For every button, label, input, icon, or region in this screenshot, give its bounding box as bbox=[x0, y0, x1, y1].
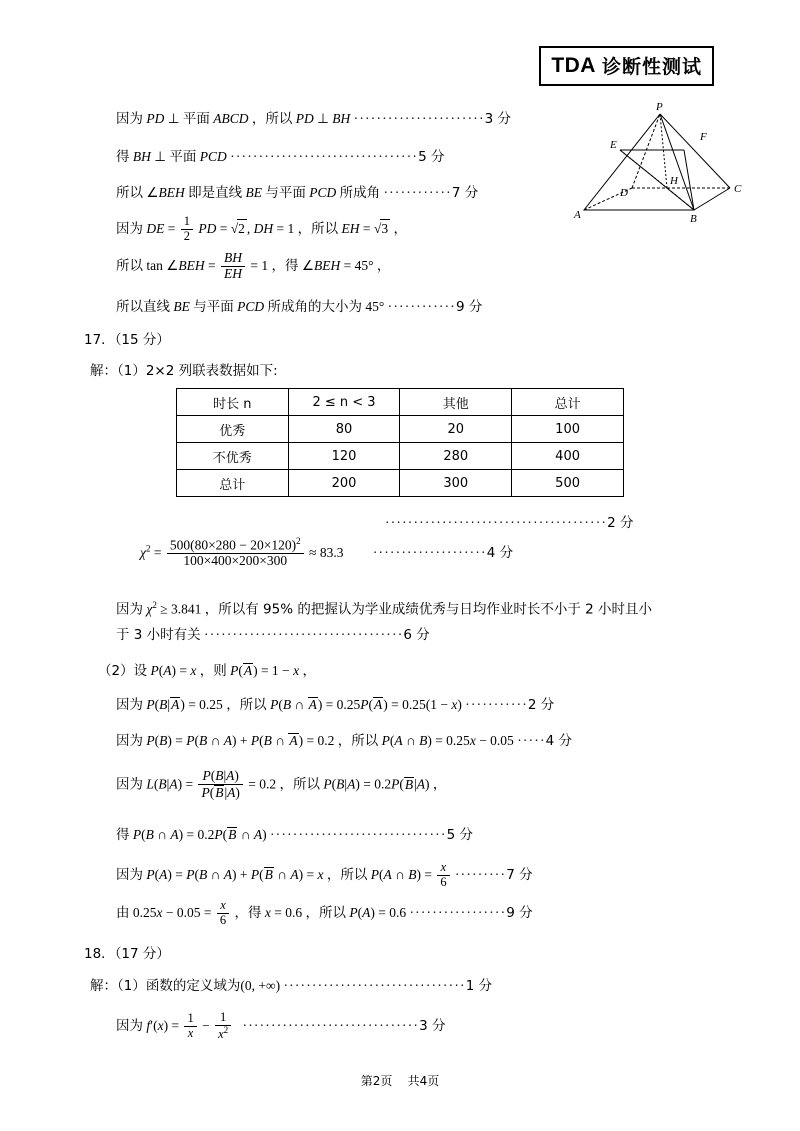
p17-part2-line-2: 因为 P(B|A) = 0.25 ，所以 P(B ∩ A) = 0.25P(A) = 0.25(1 − x) ···········2 分 bbox=[116, 697, 555, 713]
cell-r1c1: 120 bbox=[288, 443, 400, 470]
p17-dots-score-a: ·······································2 分 bbox=[385, 515, 634, 531]
p17-conclusion-line2: 于 3 小时有关 ···································6 分 bbox=[116, 627, 430, 643]
geometry-figure bbox=[572, 100, 762, 230]
p16-line-6: 所以直线 BE 与平面 PCD 所成角的大小为 45° ············9 分 bbox=[116, 299, 483, 315]
p16-line-5: 所以 tan ∠BEH = $\frac{BH}{EH}$ = 1 ，得 ∠BEH = 45° ， bbox=[116, 250, 391, 281]
cell-r1c3: 400 bbox=[512, 443, 624, 470]
cell-r2c1: 200 bbox=[288, 470, 400, 497]
p17-part1 bbox=[90, 362, 278, 380]
p18-heading bbox=[84, 945, 170, 963]
svg-text:C: C bbox=[734, 183, 742, 195]
th-range: 2 ≤ n < 3 bbox=[288, 389, 400, 416]
table-row bbox=[177, 416, 624, 443]
p16-line-4: 因为 DE = $\frac{1}{2}$ PD = √2 , DH = 1 ，所以 EH = √3 ， bbox=[116, 214, 407, 243]
svg-text:H: H bbox=[670, 175, 678, 187]
p16-line-2: 得 BH ⊥ 平面 PCD ·································5 分 bbox=[116, 149, 445, 165]
cell-r0c3: 100 bbox=[512, 416, 624, 443]
p17-part2-line-6: 因为 P(A) = P(B ∩ A) + P(B ∩ A) = x ，所以 P(A ∩ B) = $\frac{x}{6}$ ·········7 分 bbox=[116, 860, 533, 889]
stamp-cn-label: 诊断性测试 bbox=[601, 56, 702, 78]
svg-text:D: D bbox=[620, 187, 628, 199]
p17-chi-formula: $\chi^2$ = $\frac{500(80\times 280 - 20\times 120)^2}{100\times 400\times 200\times 300}$ ≈ 83.3 ····················4 分 bbox=[140, 536, 514, 569]
cell-r2c0: 总计 bbox=[177, 470, 289, 497]
table-row bbox=[177, 470, 624, 497]
p17-part2-label: （2） bbox=[98, 663, 134, 679]
p17-part2-line-4: 因为 L(B|A) = $\frac{P(B|A)}{P(B|A)}$ = 0.2 ，所以 P(B|A) = 0.2P(B|A) ， bbox=[116, 768, 447, 800]
p17-part1-text: 2×2 列联表数据如下: bbox=[145, 363, 278, 379]
p17-conclusion-line1: 因为 $\chi^2 \ge 3.841$ ，所以有 95% 的把握认为学业成绩优秀与日均作业时长不小于 2 小时且小 bbox=[116, 600, 653, 618]
th-duration: 时长 n bbox=[177, 389, 289, 416]
p18-solution-label: 解： bbox=[90, 978, 117, 994]
p17-part2-line-1: （2）设 P(A) = x ，则 P(A) = 1 − x ， bbox=[98, 663, 316, 679]
cell-r0c1: 80 bbox=[288, 416, 400, 443]
th-other: 其他 bbox=[400, 389, 512, 416]
th-total: 总计 bbox=[512, 389, 624, 416]
p17-points: （15 分） bbox=[114, 332, 170, 348]
p18-number: 18． bbox=[84, 946, 115, 962]
p17-part2-line-7: 由 0.25x − 0.05 = $\frac{x}{6}$ ，得 x = 0.6 ，所以 P(A) = 0.6 ·················9 分 bbox=[116, 898, 533, 927]
p17-part2-line-5: 得 P(B ∩ A) = 0.2P(B ∩ A) ·······························5 分 bbox=[116, 827, 473, 843]
cell-r0c2: 20 bbox=[400, 416, 512, 443]
cell-r0c0: 优秀 bbox=[177, 416, 289, 443]
footer-total: 共4页 bbox=[407, 1074, 440, 1088]
p16-line-1: 因为 PD ⊥ 平面 ABCD ，所以 PD ⊥ BH ·······················3 分 bbox=[116, 111, 512, 127]
p18-part1-line1: 解：（1）函数的定义域为(0, +∞) ································1 分 bbox=[90, 978, 493, 994]
page-footer bbox=[0, 1072, 800, 1089]
svg-text:A: A bbox=[574, 209, 581, 221]
p17-number: 17． bbox=[84, 332, 115, 348]
svg-text:F: F bbox=[700, 131, 707, 143]
footer-page: 第2页 bbox=[360, 1074, 393, 1088]
p16-line-3: 所以 ∠BEH 即是直线 BE 与平面 PCD 所成角 ············7 分 bbox=[116, 185, 479, 201]
cell-r1c0: 不优秀 bbox=[177, 443, 289, 470]
tda-stamp bbox=[539, 46, 714, 86]
cell-r2c3: 500 bbox=[512, 470, 624, 497]
table-row bbox=[177, 443, 624, 470]
p17-heading bbox=[84, 331, 170, 349]
cell-r2c2: 300 bbox=[400, 470, 512, 497]
svg-text:P: P bbox=[656, 101, 663, 113]
p18-part1-line2: 因为 f′(x) = $\frac{1}{x}$ − $\frac{1}{x^2}$ ·······························3 分 bbox=[116, 1010, 446, 1041]
p17-part1-label: （1） bbox=[117, 363, 146, 379]
p17-solution-label: 解： bbox=[90, 363, 117, 379]
stamp-tda-label: TDA bbox=[551, 53, 596, 77]
p18-part1-label: （1） bbox=[117, 978, 146, 994]
p18-points: （17 分） bbox=[114, 946, 170, 962]
p17-part2-line-3: 因为 P(B) = P(B ∩ A) + P(B ∩ A) = 0.2 ，所以 P(A ∩ B) = 0.25x − 0.05 ·····4 分 bbox=[116, 733, 573, 749]
contingency-table bbox=[176, 388, 624, 497]
svg-text:E: E bbox=[610, 139, 617, 151]
table-header-row bbox=[177, 389, 624, 416]
svg-text:B: B bbox=[690, 213, 697, 225]
cell-r1c2: 280 bbox=[400, 443, 512, 470]
